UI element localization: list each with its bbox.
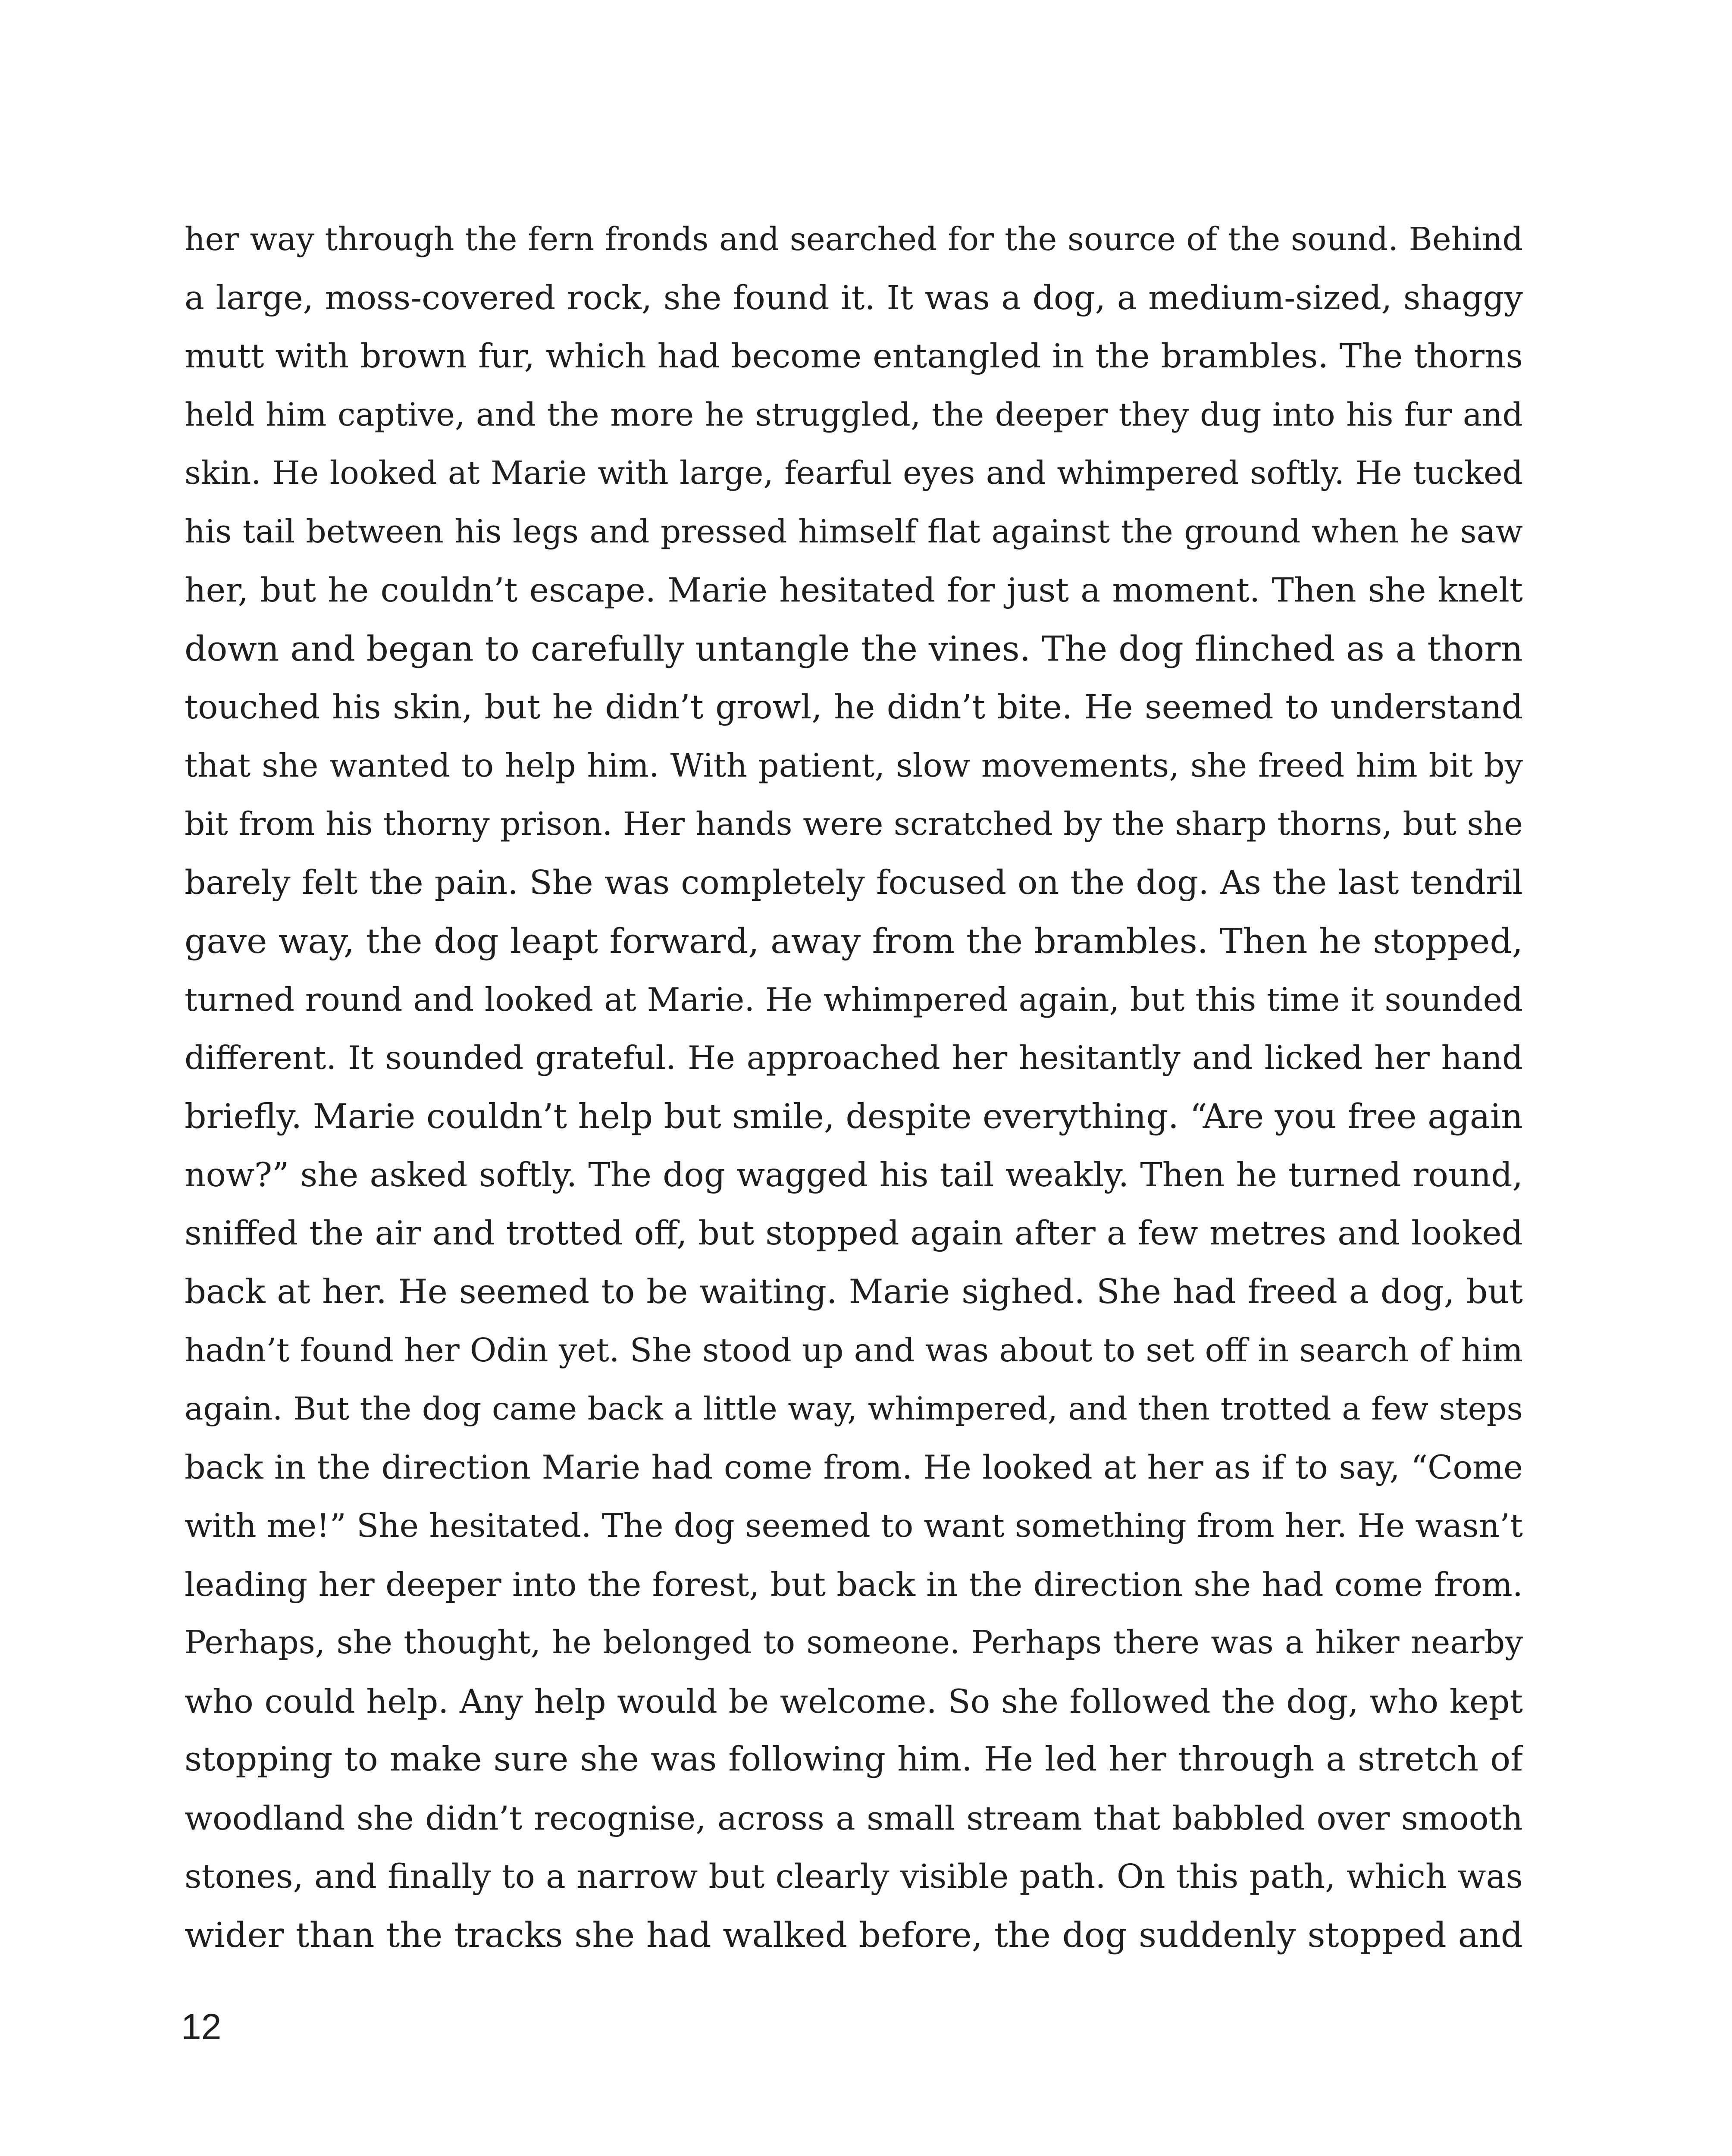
text-line: her, but he couldn’t escape. Marie hesitated for just a moment. Then she knelt bbox=[185, 571, 1523, 610]
text-line: down and began to carefully untangle the vines. The dog flinched as a thorn bbox=[185, 629, 1523, 669]
text-line: who could help. Any help would be welcome. So she followed the dog, who kept bbox=[185, 1682, 1523, 1720]
text-line: a large, moss-covered rock, she found it. It was a dog, a medium-sized, shaggy bbox=[185, 279, 1523, 317]
text-line: different. It sounded grateful. He approached her hesitantly and licked her hand bbox=[185, 1039, 1523, 1077]
text-line: barely felt the pain. She was completely focused on the dog. As the last tendril bbox=[185, 863, 1523, 902]
text-line: turned round and looked at Marie. He whimpered again, but this time it sounded bbox=[185, 980, 1523, 1018]
text-line: Perhaps, she thought, he belonged to someone. Perhaps there was a hiker nearby bbox=[185, 1624, 1523, 1661]
text-line: back in the direction Marie had come from. He looked at her as if to say, “Come bbox=[185, 1448, 1523, 1487]
body-text bbox=[185, 210, 1523, 1965]
text-line: stopping to make sure she was following him. He led her through a stretch of bbox=[185, 1740, 1523, 1779]
text-line: touched his skin, but he didn’t growl, he didn’t bite. He seemed to understand bbox=[185, 688, 1523, 727]
text-line: sniffed the air and trotted off, but stopped again after a few metres and looked bbox=[185, 1214, 1523, 1253]
text-line: now?” she asked softly. The dog wagged his tail weakly. Then he turned round, bbox=[185, 1156, 1523, 1194]
text-line: wider than the tracks she had walked before, the dog suddenly stopped and bbox=[185, 1915, 1523, 1955]
text-line: again. But the dog came back a little way, whimpered, and then trotted a few steps bbox=[185, 1390, 1523, 1427]
page-number: 12 bbox=[181, 2006, 222, 2047]
text-line: gave way, the dog leapt forward, away from the brambles. Then he stopped, bbox=[185, 921, 1523, 962]
text-line: skin. He looked at Marie with large, fearful eyes and whimpered softly. He tucked bbox=[185, 454, 1523, 492]
text-line: his tail between his legs and pressed himself flat against the ground when he saw bbox=[185, 513, 1523, 550]
text-line: held him captive, and the more he struggled, the deeper they dug into his fur and bbox=[185, 396, 1523, 433]
text-line: that she wanted to help him. With patient, slow movements, she freed him bit by bbox=[185, 746, 1523, 785]
text-line: back at her. He seemed to be waiting. Marie sighed. She had freed a dog, but bbox=[185, 1272, 1523, 1311]
text-line: with me!” She hesitated. The dog seemed to want something from her. He wasn’t bbox=[185, 1507, 1523, 1545]
text-line: bit from his thorny prison. Her hands were scratched by the sharp thorns, but she bbox=[185, 805, 1523, 843]
text-line: leading her deeper into the forest, but back in the direction she had come from. bbox=[185, 1565, 1523, 1604]
text-line: hadn’t found her Odin yet. She stood up and was about to set off in search of him bbox=[185, 1331, 1523, 1369]
text-line: her way through the fern fronds and searched for the source of the sound. Behind bbox=[185, 221, 1523, 258]
text-line: briefly. Marie couldn’t help but smile, despite everything. “Are you free again bbox=[185, 1096, 1523, 1136]
text-line: woodland she didn’t recognise, across a small stream that babbled over smooth bbox=[185, 1799, 1523, 1838]
text-line: stones, and finally to a narrow but clearly visible path. On this path, which was bbox=[185, 1857, 1523, 1896]
text-line: mutt with brown fur, which had become entangled in the brambles. The thorns bbox=[185, 337, 1523, 376]
